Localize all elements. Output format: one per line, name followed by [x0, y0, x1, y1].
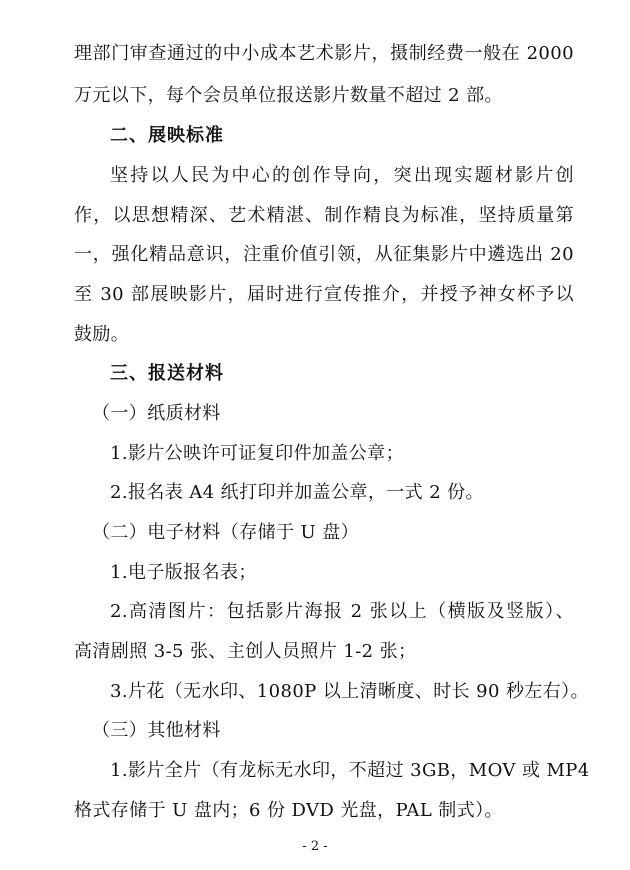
body-line-1: 理部门审查通过的中小成本艺术影片，摄制经费一般在 2000: [74, 43, 574, 64]
section-heading-3: 三、报送材料: [110, 363, 224, 384]
list-item-6-cont: 格式存储于 U 盘内；6 份 DVD 光盘，PAL 制式）。: [74, 800, 503, 821]
list-item-4-cont: 高清剧照 3-5 张、主创人员照片 1-2 张；: [74, 641, 417, 662]
list-item-2: 2.报名表 A4 纸打印并加盖公章，一式 2 份。: [110, 482, 484, 503]
body-line-6: 至 30 部展映影片，届时进行宣传推介，并授予神女杯予以: [74, 284, 574, 305]
section-heading-2: 二、展映标准: [110, 125, 224, 146]
subsection-heading-1: （一）纸质材料: [92, 403, 221, 424]
subsection-heading-3: （三）其他材料: [92, 720, 221, 741]
subsection-heading-2: （二）电子材料（存储于 U 盘）: [92, 522, 360, 543]
list-item-5: 3.片花（无水印、1080P 以上清晰度、时长 90 秒左右）。: [110, 681, 589, 702]
list-item-4: 2.高清图片：包括影片海报 2 张以上（横版及竖版）、: [110, 601, 574, 622]
body-line-5: 一，强化精品意识，注重价值引领，从征集影片中遴选出 20: [74, 244, 574, 265]
body-line-7: 鼓励。: [74, 324, 130, 345]
list-item-3: 1.电子版报名表；: [110, 562, 257, 583]
list-item-6: 1.影片全片（有龙标无水印，不超过 3GB，MOV 或 MP4: [110, 760, 590, 781]
body-line-3: 坚持以人民为中心的创作导向，突出现实题材影片创: [110, 165, 574, 186]
body-line-4: 作，以思想精深、艺术精湛、制作精良为标准，坚持质量第: [74, 205, 574, 226]
body-line-2: 万元以下，每个会员单位报送影片数量不超过 2 部。: [74, 85, 503, 106]
list-item-1: 1.影片公映许可证复印件加盖公章；: [110, 443, 404, 464]
page-number: - 2 -: [302, 839, 328, 854]
